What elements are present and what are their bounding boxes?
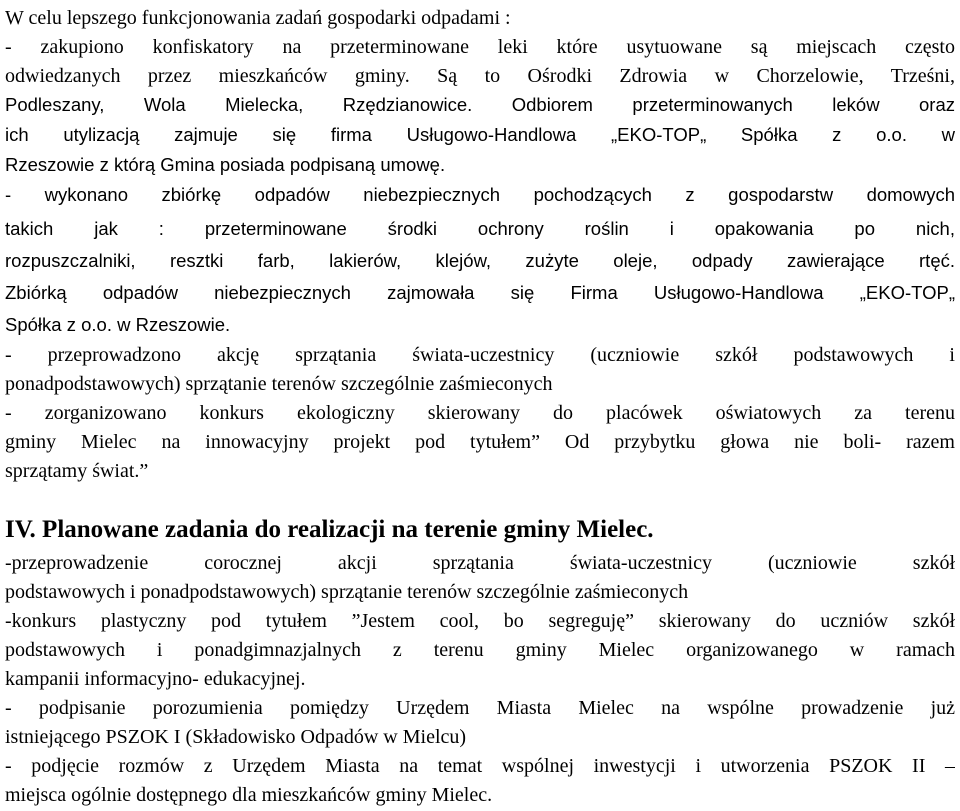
paragraph-line: gminy Mielec na innowacyjny projekt pod tytułem” Od przybytku głowa nie boli- razem	[5, 431, 955, 453]
paragraph-line: Zbiórką odpadów niebezpiecznych zajmowała się Firma Usługowo-Handlowa „EKO-TOP„	[5, 282, 955, 303]
paragraph-line: -przeprowadzenie corocznej akcji sprzątania świata-uczestnicy (uczniowie szkół	[5, 552, 955, 574]
paragraph-line: - wykonano zbiórkę odpadów niebezpiecznych pochodzących z gospodarstw domowych	[5, 184, 955, 205]
paragraph-line: ich utylizacją zajmuje się firma Usługowo-Handlowa „EKO-TOP„ Spółka z o.o. w	[5, 124, 955, 145]
paragraph-line: kampanii informacyjno- edukacyjnej.	[5, 668, 306, 690]
paragraph-line: sprzątamy świat.”	[5, 460, 149, 482]
paragraph-line: - zorganizowano konkurs ekologiczny skierowany do placówek oświatowych za terenu	[5, 402, 955, 424]
paragraph-line: rozpuszczalniki, resztki farb, lakierów, klejów, zużyte oleje, odpady zawierające rtęć.	[5, 250, 955, 271]
section-heading: IV. Planowane zadania do realizacji na terenie gminy Mielec.	[5, 516, 654, 543]
intro-line: W celu lepszego funkcjonowania zadań gospodarki odpadami :	[5, 7, 511, 29]
paragraph-line: - przeprowadzono akcję sprzątania świata-uczestnicy (uczniowie szkół podstawowych i	[5, 344, 955, 366]
paragraph-line: ponadpodstawowych) sprzątanie terenów szczególnie zaśmieconych	[5, 373, 553, 395]
paragraph-line: - podpisanie porozumienia pomiędzy Urzędem Miasta Mielec na wspólne prowadzenie już	[5, 697, 955, 719]
paragraph-line: - podjęcie rozmów z Urzędem Miasta na temat wspólnej inwestycji i utworzenia PSZOK II –	[5, 755, 955, 777]
paragraph-line: podstawowych i ponadgimnazjalnych z terenu gminy Mielec organizowanego w ramach	[5, 639, 955, 661]
paragraph-line: Podleszany, Wola Mielecka, Rzędzianowice. Odbiorem przeterminowanych leków oraz	[5, 94, 955, 115]
paragraph-line: Spółka z o.o. w Rzeszowie.	[5, 314, 231, 335]
paragraph-line: - zakupiono konfiskatory na przeterminowane leki które usytuowane są miejscach często	[5, 36, 955, 58]
paragraph-line: miejsca ogólnie dostępnego dla mieszkańców gminy Mielec.	[5, 784, 493, 806]
paragraph-line: odwiedzanych przez mieszkańców gminy. Są to Ośrodki Zdrowia w Chorzelowie, Trześni,	[5, 65, 955, 87]
paragraph-line: istniejącego PSZOK I (Składowisko Odpadów w Mielcu)	[5, 726, 467, 748]
paragraph-line: -konkurs plastyczny pod tytułem ”Jestem cool, bo segreguję” skierowany do uczniów szkół	[5, 610, 955, 632]
paragraph-line: podstawowych i ponadpodstawowych) sprzątanie terenów szczególnie zaśmieconych	[5, 581, 689, 603]
paragraph-line: takich jak : przeterminowane środki ochrony roślin i opakowania po nich,	[5, 218, 955, 239]
paragraph-line: Rzeszowie z którą Gmina posiada podpisaną umowę.	[5, 154, 446, 175]
